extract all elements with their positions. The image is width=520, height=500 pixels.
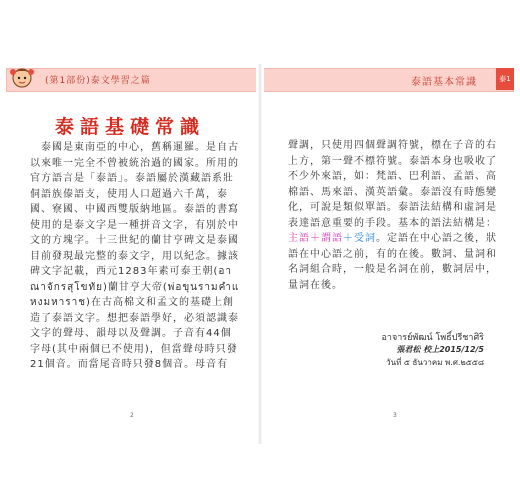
left-page-header (6, 68, 256, 92)
right-page-header (264, 68, 514, 92)
page-title: 泰語基礎常識 (54, 116, 205, 138)
highlight-subject-predicate: 主語＋謂語 (288, 233, 343, 244)
cartoon-girl-icon (8, 63, 36, 91)
body-text-after: 。定語在中心語之後，狀語在中心語之前，有的在後。數詞、量詞和名詞組合時，一般是名詞在前，數詞居中，量詞在後。 (288, 233, 497, 291)
highlight-object: ＋受詞 (343, 233, 376, 244)
right-header-text: 泰語基本常識 (411, 77, 477, 88)
chapter-tab: 泰1 (496, 68, 514, 90)
signature-thai: อาจารย์พัฒน์ โพธิ์ปรีชาศิริ (381, 333, 484, 343)
left-body-text: 泰國是東南亞的中心，舊稱暹羅。是自古以來唯一完全不曾被統治過的國家。所用的官方語言是「泰語」。泰語屬於漢藏語系壯侗語族傣語支，使用人口超過六千萬，泰國、寮國、中國西雙版納地區。泰語的書寫使用的是泰文字是一種拼音文字，有別於中文的方塊字。十三世紀的蘭甘亨碑文是泰國目前發現最完整的泰文字，用以紀念。據該碑文字記載，西元1283年素可泰王朝(อาณาจักรสุโขทัย)蘭甘亨大帝(พ่อขุนรามคำแหงมหาราช)在古高棉文和孟文的基礎上創造了泰語文字。想把泰語學好，必須認識泰文字的聲母、韻母以及聲調。子音有44個字母(其中兩個已不使用)，但當聲母時只發21個音。而當尾音時只發8個音。母音有 (30, 142, 240, 370)
right-body-text (288, 138, 498, 293)
page-number-right: 3 (393, 412, 397, 419)
body-text-before: 聲調，只使用四個聲調符號，標在子音的右上方，第一聲不標符號。泰語本身也吸收了不少外來語，如：梵語、巴利語、孟語、高棉語、馬來語、漢英語彙。泰語沒有時態變化，可說是類似單語。泰語法結構和虛詞是表達語意重要的手段。基本的語法結構是： (288, 140, 497, 229)
left-header-text: (第1部份)泰文學習之篇 (45, 76, 151, 86)
page-number-left: 2 (130, 412, 134, 419)
signature-chinese: 張君松 校上2015/12/5 (396, 345, 484, 354)
right-page (260, 0, 520, 500)
signature-date: วันที่ ๕ ธันวาคม พ.ศ.๒๕๕๘ (386, 358, 484, 367)
